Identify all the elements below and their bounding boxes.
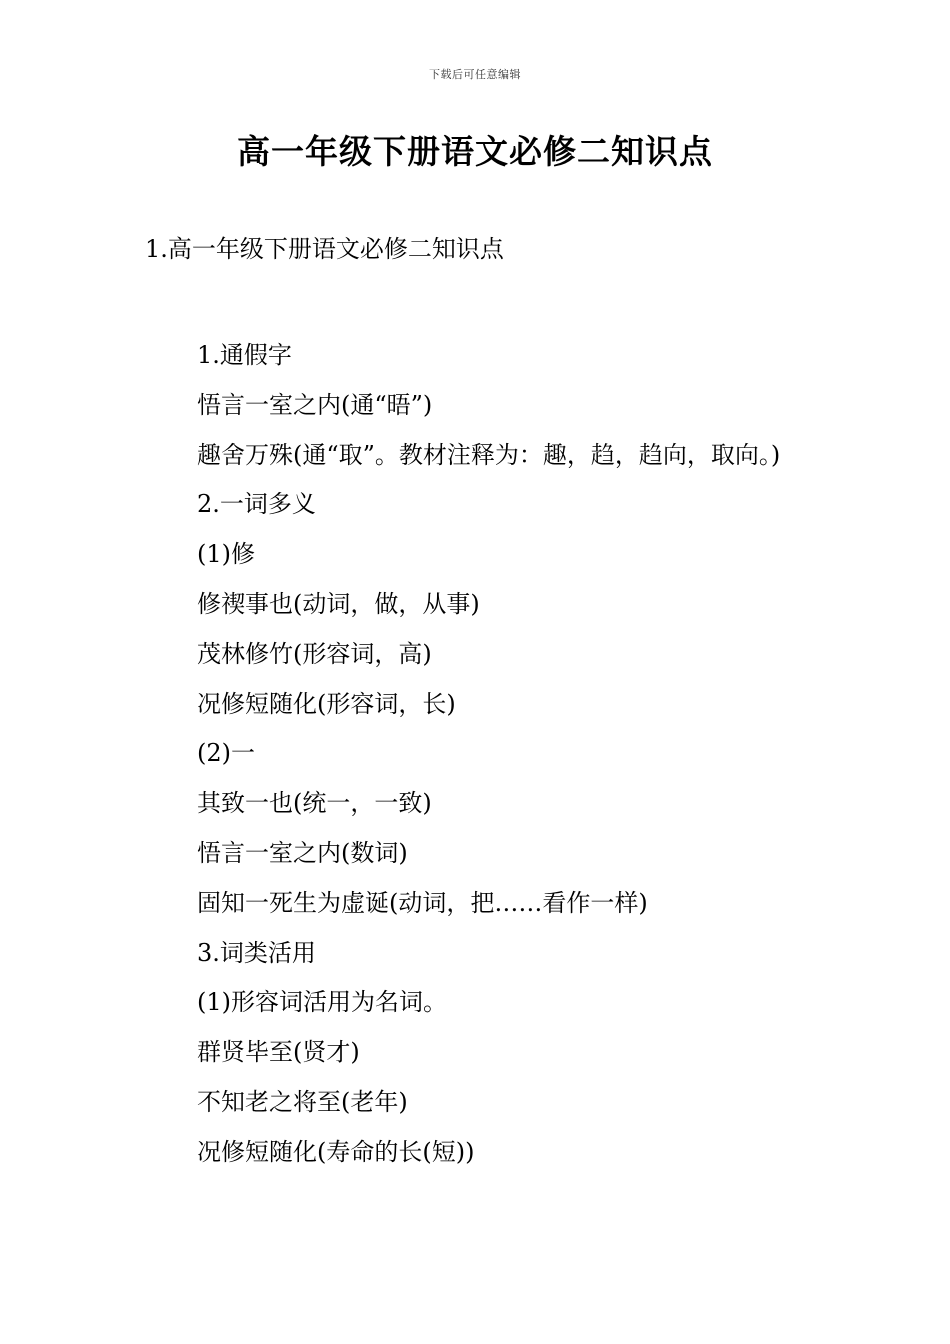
- paragraph: 1.通假字: [197, 341, 292, 369]
- document-title: 高一年级下册语文必修二知识点: [237, 132, 713, 171]
- paragraph: 其致一也(统一，一致): [197, 789, 432, 818]
- paragraph: (1)形容词活用为名词。: [197, 988, 447, 1017]
- paragraph: 固知一死生为虚诞(动词，把……看作一样): [197, 888, 648, 917]
- header-note: 下载后可任意编辑: [429, 68, 521, 81]
- paragraph: 3.词类活用: [197, 938, 316, 967]
- paragraph: 2.一词多义: [197, 490, 316, 519]
- paragraph: 修禊事也(动词，做，从事): [197, 589, 480, 618]
- paragraph: 况修短随化(形容词，长): [197, 689, 456, 718]
- paragraph: (1)修: [197, 540, 255, 569]
- paragraph: 悟言一室之内(通“晤”): [197, 390, 433, 419]
- paragraph: 趣舍万殊(通“取”。教材注释为：趣，趋，趋向，取向。): [197, 440, 781, 469]
- section-heading: 1.高一年级下册语文必修二知识点: [145, 235, 504, 263]
- paragraph: 群贤毕至(贤才): [197, 1038, 360, 1067]
- paragraph: 不知老之将至(老年): [197, 1087, 408, 1116]
- paragraph: 悟言一室之内(数词): [197, 838, 408, 867]
- paragraph: (2)一: [197, 739, 255, 768]
- paragraph: 茂林修竹(形容词，高): [197, 639, 432, 668]
- paragraph: 况修短随化(寿命的长(短)): [197, 1137, 475, 1166]
- body-text: [145, 331, 810, 1178]
